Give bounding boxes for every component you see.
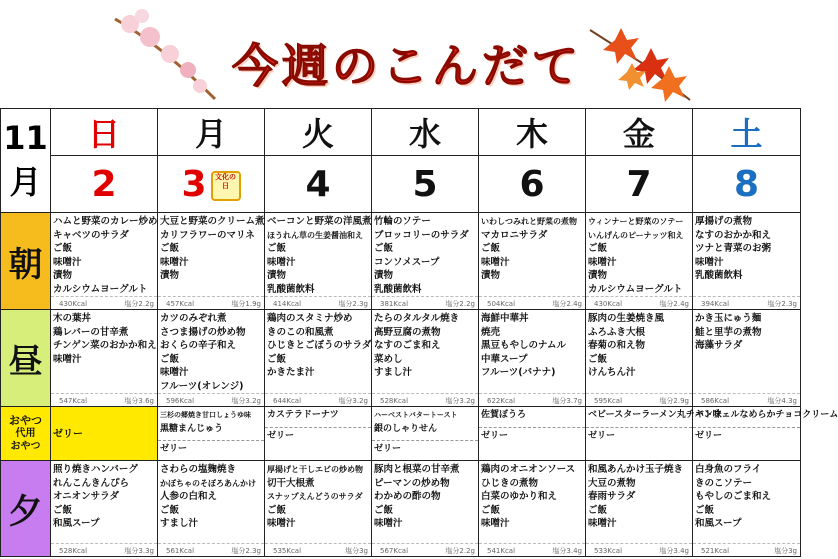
- menu-item: ピーマンの炒め物: [374, 477, 450, 489]
- nutrition-info: [693, 296, 800, 309]
- menu-item: 味噌汁: [53, 353, 82, 365]
- page-title: 今週のこんだて: [232, 39, 582, 93]
- menu-item: たらのタルタル焼き: [374, 313, 460, 324]
- day-date: 5: [372, 156, 479, 213]
- day-date: 3: [181, 163, 207, 205]
- nutrition-info: [265, 393, 371, 406]
- day-date: 4: [265, 156, 372, 213]
- menu-item: 中華スープ: [481, 353, 528, 365]
- kcal-value: 528Kcal: [59, 547, 88, 555]
- salt-value: 塩分4.3g: [767, 397, 797, 405]
- snack-item: ベビースターラーメン丸チキン味: [588, 410, 722, 420]
- menu-item: 竹輪のソテー: [374, 216, 431, 227]
- menu-item: 味噌汁: [481, 256, 510, 268]
- menu-item: ほうれん草の生姜醤油和え: [267, 230, 363, 240]
- snack-label-main: おやつ: [9, 414, 42, 427]
- snack-item: ハーベストバタートースト: [374, 411, 458, 419]
- snack-item: バトウェルなめらかチョコクリーム: [695, 410, 838, 420]
- salt-value: 塩分3.4g: [659, 547, 689, 555]
- month-label: 11月: [1, 109, 51, 213]
- snack-item: 黒糖まんじゅう: [160, 423, 224, 434]
- kcal-value: 528Kcal: [380, 397, 409, 405]
- salt-value: 塩分3.2g: [338, 397, 368, 405]
- salt-value: 塩分3.2g: [231, 397, 261, 405]
- kcal-value: 595Kcal: [594, 397, 623, 405]
- menu-item: カルシウムヨーグルト: [53, 283, 148, 295]
- salt-value: 塩分2.9g: [659, 397, 689, 405]
- menu-item: いわしつみれと野菜の煮物: [481, 217, 577, 226]
- salt-value: 塩分3g: [345, 547, 368, 555]
- menu-item: 高野豆腐の煮物: [374, 326, 441, 338]
- menu-cell: [265, 213, 372, 310]
- menu-item: わかめの酢の物: [374, 491, 441, 503]
- menu-item: ご飯: [695, 504, 715, 516]
- nutrition-info: [586, 393, 692, 406]
- menu-item: いんげんのピーナッツ和え: [588, 230, 684, 240]
- kcal-value: 457Kcal: [166, 300, 195, 308]
- kcal-value: 535Kcal: [273, 547, 302, 555]
- snack-item: ゼリー: [53, 428, 83, 440]
- menu-item: 春雨サラダ: [588, 491, 636, 503]
- breakfast-label: 朝: [1, 213, 51, 310]
- kcal-value: 381Kcal: [380, 300, 409, 308]
- kcal-value: 430Kcal: [59, 300, 88, 308]
- menu-item: さつま揚げの炒め物: [160, 326, 246, 338]
- menu-item: ご飯: [53, 504, 73, 516]
- kcal-value: 430Kcal: [594, 300, 623, 308]
- menu-cell: [479, 310, 586, 407]
- menu-item: ご飯: [588, 353, 608, 365]
- snack-cell: [265, 407, 372, 461]
- menu-item: 厚揚げの煮物: [695, 216, 753, 227]
- nutrition-info: [372, 393, 478, 406]
- menu-item: すまし汁: [160, 518, 199, 530]
- nutrition-info: [372, 296, 478, 309]
- menu-item: ベーコンと野菜の洋風煮: [267, 216, 372, 227]
- salt-value: 塩分1.9g: [231, 300, 261, 308]
- day-date-holiday: [158, 156, 265, 213]
- day-date: 6: [479, 156, 586, 213]
- menu-cell: [586, 461, 693, 557]
- dinner-label: 夕: [1, 461, 51, 557]
- menu-item: ご飯: [53, 243, 73, 255]
- menu-item: 木の葉丼: [53, 313, 92, 324]
- menu-item: 味噌汁: [53, 256, 82, 268]
- salt-value: 塩分2.2g: [445, 300, 475, 308]
- menu-cell: [586, 213, 693, 310]
- menu-item: 白身魚のフライ: [695, 464, 762, 475]
- menu-item: カルシウムヨーグルト: [588, 283, 683, 295]
- menu-item: ご飯: [267, 243, 287, 255]
- menu-item: ご飯: [160, 243, 180, 255]
- menu-item: カツのみぞれ煮: [160, 313, 227, 324]
- salt-value: 塩分3.7g: [552, 397, 582, 405]
- menu-cell: [158, 461, 265, 557]
- kcal-value: 521Kcal: [701, 547, 730, 555]
- menu-item: ご飯: [160, 353, 180, 365]
- menu-item: 豚肉の生姜焼き風: [588, 313, 665, 324]
- snack-item: 三杉の郷焼き甘口しょうゆ味: [160, 411, 251, 419]
- menu-item: ご飯: [588, 243, 608, 255]
- day-name: 金: [586, 109, 693, 156]
- breakfast-row: [1, 213, 801, 310]
- menu-cell: [158, 310, 265, 407]
- menu-item: ご飯: [267, 353, 287, 365]
- menu-item: 和風スープ: [695, 518, 742, 530]
- nutrition-info: [51, 296, 157, 309]
- snack-alt-item: ゼリー: [267, 430, 295, 441]
- salt-value: 塩分2.3g: [767, 300, 797, 308]
- menu-item: さわらの塩麹焼き: [160, 464, 237, 475]
- snack-alt-item: ゼリー: [481, 430, 509, 441]
- kcal-value: 586Kcal: [701, 397, 730, 405]
- menu-item: 豚肉と根菜の甘辛煮: [374, 464, 460, 475]
- menu-cell: [51, 461, 158, 557]
- snack-cell: [158, 407, 265, 461]
- menu-item: なすのおかか和え: [695, 229, 772, 241]
- snack-alt-item: ゼリー: [160, 444, 188, 455]
- snack-cell: [51, 407, 158, 461]
- menu-item: 切干大根煮: [267, 477, 315, 489]
- holiday-badge-icon: 文化の日: [211, 171, 241, 201]
- menu-item: おくらの辛子和え: [160, 340, 237, 352]
- menu-cell: [372, 461, 479, 557]
- menu-item: 味噌汁: [160, 367, 189, 379]
- menu-item: ご飯: [267, 504, 287, 516]
- menu-item: 大豆と野菜のクリーム煮: [160, 216, 265, 227]
- menu-item: 和風あんかけ玉子焼き: [588, 464, 684, 475]
- menu-item: 乳酸菌飲料: [267, 283, 315, 295]
- menu-item: なすのごま和え: [374, 340, 441, 352]
- nutrition-info: [372, 543, 478, 556]
- menu-item: 漬物: [160, 270, 180, 282]
- menu-item: 味噌汁: [695, 256, 724, 268]
- nutrition-info: [586, 543, 692, 556]
- kcal-value: 533Kcal: [594, 547, 623, 555]
- menu-item: けんちん汁: [588, 367, 636, 379]
- menu-cell: [693, 461, 801, 557]
- menu-item: 鶏肉のオニオンソース: [481, 464, 576, 475]
- snack-alt-item: ゼリー: [374, 444, 402, 455]
- snack-cell: [479, 407, 586, 461]
- menu-item: フルーツ(オレンジ): [160, 380, 244, 392]
- autumn-branch-left-icon: [110, 4, 220, 104]
- salt-value: 塩分2.2g: [124, 300, 154, 308]
- kcal-value: 644Kcal: [273, 397, 302, 405]
- menu-item: かぼちゃのそぼろあんかけ: [160, 478, 256, 488]
- menu-item: ウィンナーと野菜のソテー: [588, 217, 684, 226]
- menu-item: 味噌汁: [481, 518, 510, 530]
- snack-item: 佐賀ぼうろ: [481, 410, 527, 420]
- menu-item: 厚揚げと干しエビの炒め物: [267, 465, 363, 474]
- menu-item: 味噌汁: [160, 256, 189, 268]
- salt-value: 塩分2.2g: [445, 547, 475, 555]
- menu-item: ツナと青菜のお粥: [695, 243, 772, 255]
- menu-item: ふろふき大根: [588, 326, 646, 338]
- menu-item: ひじきの煮物: [481, 477, 539, 489]
- menu-item: 味噌汁: [267, 256, 296, 268]
- salt-value: 塩分2.4g: [552, 300, 582, 308]
- menu-item: 海藻サラダ: [695, 340, 743, 352]
- menu-item: 和風スープ: [53, 518, 100, 530]
- menu-item: 人参の白和え: [160, 491, 218, 503]
- nutrition-info: [158, 543, 264, 556]
- day-name-row: [1, 109, 801, 156]
- nutrition-info: [586, 296, 692, 309]
- menu-item: 鶏肉のスタミナ炒め: [267, 313, 353, 324]
- menu-item: ハムと野菜のカレー炒め: [53, 216, 158, 227]
- menu-cell: [158, 213, 265, 310]
- menu-item: かきたま汁: [267, 367, 315, 379]
- menu-item: きのこソテー: [695, 477, 753, 489]
- nutrition-info: [265, 543, 371, 556]
- snack-cell: [372, 407, 479, 461]
- day-name: 水: [372, 109, 479, 156]
- salt-value: 塩分2.3g: [338, 300, 368, 308]
- kcal-value: 414Kcal: [273, 300, 302, 308]
- snack-row: [1, 407, 801, 461]
- nutrition-info: [265, 296, 371, 309]
- menu-item: カリフラワーのマリネ: [160, 229, 255, 241]
- menu-item: ご飯: [374, 243, 394, 255]
- menu-item: 鮭と里芋の煮物: [695, 326, 762, 338]
- menu-item: ブロッコリーのサラダ: [374, 229, 469, 241]
- menu-item: 漬物: [267, 270, 287, 282]
- day-date: 8: [693, 156, 801, 213]
- menu-item: 春菊の和え物: [588, 340, 646, 352]
- menu-item: 照り焼きハンバーグ: [53, 464, 138, 475]
- kcal-value: 596Kcal: [166, 397, 195, 405]
- nutrition-info: [479, 296, 585, 309]
- nutrition-info: [158, 296, 264, 309]
- menu-item: 味噌汁: [588, 518, 617, 530]
- menu-cell: [693, 310, 801, 407]
- menu-item: 味噌汁: [267, 518, 296, 530]
- menu-cell: [372, 213, 479, 310]
- snack-alt-item: ゼリー: [588, 430, 616, 441]
- menu-cell: [51, 213, 158, 310]
- menu-cell: [372, 310, 479, 407]
- snack-cell: [693, 407, 838, 461]
- menu-item: フルーツ(バナナ): [481, 367, 556, 379]
- kcal-value: 394Kcal: [701, 300, 730, 308]
- menu-item: 菜めし: [374, 353, 403, 365]
- menu-cell: [265, 461, 372, 557]
- day-name: 木: [479, 109, 586, 156]
- nutrition-info: [693, 543, 800, 556]
- menu-item: スナップえんどうのサラダ: [267, 492, 363, 502]
- salt-value: 塩分3.3g: [124, 547, 154, 555]
- salt-value: 塩分2.4g: [659, 300, 689, 308]
- menu-item: 漬物: [374, 270, 394, 282]
- menu-item: 味噌汁: [588, 256, 617, 268]
- dinner-row: [1, 461, 801, 557]
- day-date: 2: [51, 156, 158, 213]
- menu-table: [0, 108, 838, 557]
- nutrition-info: [51, 393, 157, 406]
- day-name: 火: [265, 109, 372, 156]
- day-name: 土: [693, 109, 801, 156]
- salt-value: 塩分3g: [774, 547, 797, 555]
- nutrition-info: [158, 393, 264, 406]
- snack-label: [1, 407, 51, 461]
- salt-value: 塩分3.4g: [552, 547, 582, 555]
- menu-item: 鶏レバーの甘辛煮: [53, 326, 129, 338]
- menu-item: れんこんきんぴら: [53, 477, 130, 489]
- kcal-value: 561Kcal: [166, 547, 195, 555]
- menu-item: ご飯: [481, 504, 501, 516]
- menu-cell: [51, 310, 158, 407]
- kcal-value: 547Kcal: [59, 397, 88, 405]
- menu-item: ご飯: [374, 504, 394, 516]
- salt-value: 塩分3.6g: [124, 397, 154, 405]
- menu-cell: [693, 213, 801, 310]
- salt-value: 塩分3.2g: [445, 397, 475, 405]
- header: [0, 0, 800, 108]
- menu-item: すまし汁: [374, 367, 413, 379]
- menu-item: 乳酸菌飲料: [374, 283, 422, 295]
- menu-cell: [265, 310, 372, 407]
- menu-item: かき玉にゅう麺: [695, 313, 762, 324]
- snack-item: カステラドーナツ: [267, 410, 339, 420]
- menu-item: きのこの和風煮: [267, 326, 334, 338]
- menu-item: ご飯: [588, 504, 608, 516]
- date-row: [1, 156, 801, 213]
- nutrition-info: [693, 393, 800, 406]
- menu-item: 海鮮中華丼: [481, 313, 529, 324]
- day-date: 7: [586, 156, 693, 213]
- day-name: 日: [51, 109, 158, 156]
- snack-item: 銀のしゃりせん: [374, 423, 438, 434]
- nutrition-info: [479, 393, 585, 406]
- nutrition-info: [51, 543, 157, 556]
- menu-cell: [479, 461, 586, 557]
- menu-item: キャベツのサラダ: [53, 229, 129, 241]
- menu-item: マカロニサラダ: [481, 229, 548, 241]
- menu-item: 乳酸菌飲料: [695, 270, 743, 282]
- menu-item: 白菜のゆかり和え: [481, 491, 558, 503]
- kcal-value: 567Kcal: [380, 547, 409, 555]
- kcal-value: 622Kcal: [487, 397, 516, 405]
- salt-value: 塩分2.3g: [231, 547, 261, 555]
- menu-item: 漬物: [481, 270, 501, 282]
- menu-item: 焼売: [481, 326, 501, 338]
- menu-item: コンソメスープ: [374, 256, 440, 268]
- menu-item: もやしのごま和え: [695, 491, 772, 503]
- snack-label-alt: 代用 おやつ: [10, 428, 41, 452]
- menu-item: オニオンサラダ: [53, 491, 120, 503]
- snack-cell: [586, 407, 722, 461]
- menu-item: チンゲン菜のおかか和え: [53, 340, 157, 352]
- menu-item: 漬物: [588, 270, 608, 282]
- menu-item: ご飯: [481, 243, 501, 255]
- menu-item: 大豆の煮物: [588, 477, 636, 489]
- menu-item: ひじきとごぼうのサラダ: [267, 340, 372, 352]
- day-name: 月: [158, 109, 265, 156]
- kcal-value: 504Kcal: [487, 300, 516, 308]
- menu-cell: [479, 213, 586, 310]
- menu-item: 漬物: [53, 270, 73, 282]
- lunch-row: [1, 310, 801, 407]
- kcal-value: 541Kcal: [487, 547, 516, 555]
- nutrition-info: [479, 543, 585, 556]
- maple-leaves-icon: [585, 20, 695, 110]
- menu-item: 味噌汁: [374, 518, 403, 530]
- menu-item: ご飯: [160, 504, 180, 516]
- lunch-label: 昼: [1, 310, 51, 407]
- menu-cell: [586, 310, 693, 407]
- snack-alt-item: ゼリー: [695, 430, 723, 441]
- menu-item: 黒豆もやしのナムル: [481, 340, 567, 352]
